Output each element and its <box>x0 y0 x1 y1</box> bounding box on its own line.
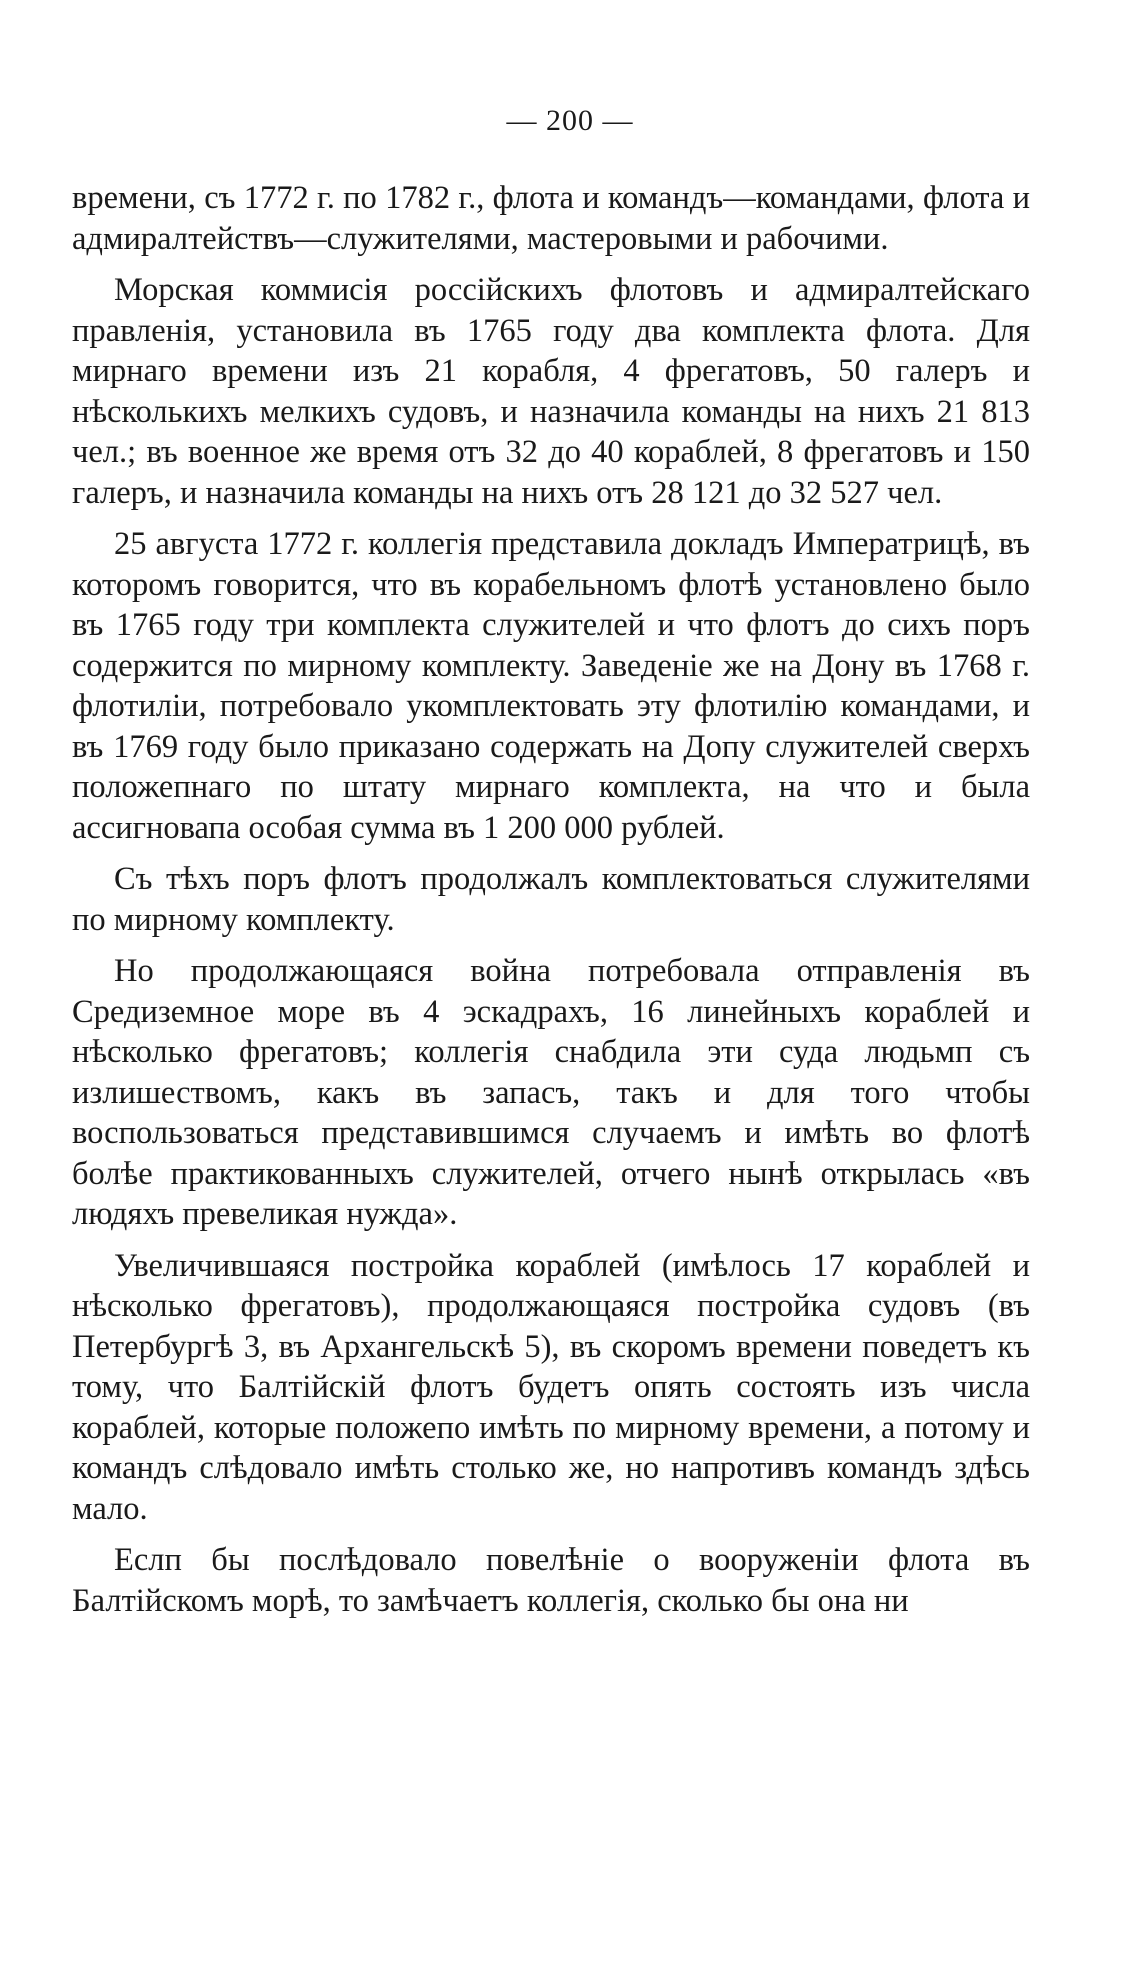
paragraph: Еслп бы послѣдовало повелѣніе о вооруженіи флота въ Балтійскомъ морѣ, то замѣчаетъ коллегія, сколько бы она ни <box>72 1542 1030 1619</box>
paragraph: Но продолжающаяся война потребовала отправленія въ Средиземное море въ 4 эскадрахъ, 16 линейныхъ кораблей и нѣсколько фрегатовъ; коллегія снабдила эти суда людьмп съ излишествомъ, какъ въ запасъ, такъ и для того чтобы воспользоваться представившимся случаемъ и имѣть во флотѣ болѣе практикованныхъ служителей, отчего нынѣ открылась «въ людяхъ превеликая нужда». <box>72 953 1030 1232</box>
paragraph: Увеличившаяся постройка кораблей (имѣлось 17 кораблей и нѣсколько фрегатовъ), продолжающаяся постройка судовъ (въ Петербургѣ 3, въ Архангельскѣ 5), въ скоромъ времени поведетъ къ тому, что Балтійскій флотъ будетъ опять состоять изъ числа кораблей, которые положепо имѣть по мирному времени, а потому и командъ слѣдовало имѣть столько же, но напротивъ командъ здѣсь мало. <box>72 1247 1030 1527</box>
paragraph: Съ тѣхъ поръ флотъ продолжалъ комплектоваться служителями по мирному комплекту. <box>72 861 1030 938</box>
body-text <box>72 178 1030 1632</box>
paragraph: Морская коммисія россійскихъ флотовъ и адмиралтейскаго правленія, установила въ 1765 году два комплекта флота. Для мирнаго времени изъ 21 корабля, 4 фрегатовъ, 50 галеръ и нѣсколькихъ мелкихъ судовъ, и назначила команды на нихъ 21 813 чел.; въ военное же время отъ 32 до 40 кораблей, 8 фрегатовъ и 150 галеръ, и назначила команды на нихъ отъ 28 121 до 32 527 чел. <box>72 272 1030 511</box>
page-number: — 200 — <box>506 104 634 137</box>
paragraph: 25 августа 1772 г. коллегія представила докладъ Императрицѣ, въ которомъ говорится, что въ корабельномъ флотѣ установлено было въ 1765 году три комплекта служителей и что флотъ до сихъ поръ содержится по мирному комплекту. Заведеніе же на Дону въ 1768 г. флотиліи, потребовало укомплектовать эту флотилію командами, и въ 1769 году было приказано содержать на Допу служителей сверхъ положепнаго по штату мирнаго комплекта, на что и была ассигновапа особая сумма въ 1 200 000 рублей. <box>72 526 1030 846</box>
paragraph-continued: времени, съ 1772 г. по 1782 г., флота и командъ—командами, флота и адмиралтействъ—служителями, мастеровыми и рабочими. <box>72 180 1030 257</box>
